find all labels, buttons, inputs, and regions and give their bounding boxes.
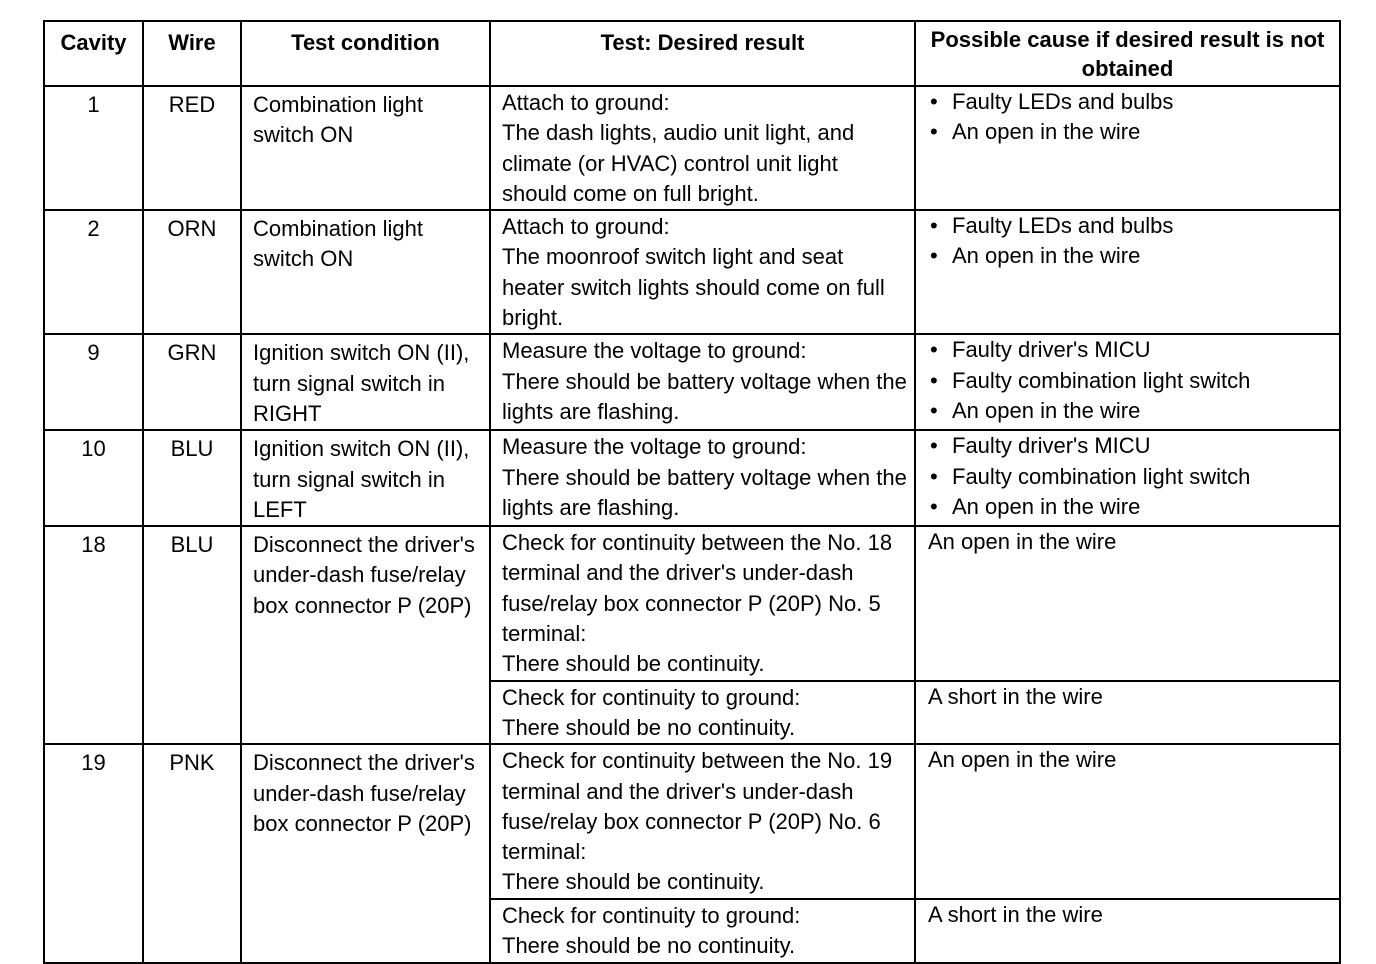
header-cavity: Cavity [44,21,143,86]
cavity-cell: 10 [44,430,143,526]
cause-cell [915,334,1340,430]
wire-cell: RED [143,86,241,210]
wire-cell: GRN [143,334,241,430]
cause-text: Faulty combination light switch [952,463,1251,489]
table-row [44,430,1340,526]
cavity-cell: 18 [44,526,143,744]
result-cell [490,210,915,334]
cause-item [928,396,1333,426]
result-cell [490,334,915,430]
cause-cell: An open in the wire [915,744,1340,898]
cavity-cell: 2 [44,210,143,334]
cause-item [928,117,1333,147]
cavity-cell: 9 [44,334,143,430]
bullet-icon: • [930,463,938,489]
bullet-icon: • [930,243,938,269]
cause-text: An open in the wire [952,397,1141,423]
cause-item [928,492,1333,522]
bullet-icon: • [930,397,938,423]
cause-cell: A short in the wire [915,681,1340,745]
header-possible-cause: Possible cause if desired result is not obtained [915,21,1340,86]
cause-item [928,241,1333,271]
cause-item [928,462,1333,492]
wire-cell: PNK [143,744,241,962]
cause-cell: A short in the wire [915,899,1340,963]
bullet-icon: • [930,213,938,239]
cause-text: Faulty LEDs and bulbs [952,213,1174,239]
result-line: Measure the voltage to ground: [502,338,807,364]
header-row [44,21,1340,86]
cause-text: An open in the wire [952,119,1141,145]
cause-text: Faulty LEDs and bulbs [952,89,1174,114]
cause-item [928,211,1333,241]
result-line: Check for continuity to ground: [502,684,801,710]
wire-test-table [43,20,1341,964]
wire-cell: ORN [143,210,241,334]
result-line: There should be battery voltage when the lights are flashing. [502,368,907,424]
result-cell [490,681,915,745]
table-row [44,210,1340,334]
result-line: The dash lights, audio unit light, and climate (or HVAC) control unit light should come on full bright. [502,120,855,206]
table-row [44,744,1340,898]
bullet-icon: • [930,493,938,519]
wire-cell: BLU [143,526,241,744]
result-line: The moonroof switch light and seat heater switch lights should come on full bright. [502,244,885,331]
cavity-cell: 1 [44,86,143,210]
cause-cell [915,430,1340,526]
cause-item [928,431,1333,461]
cause-text: An open in the wire [952,493,1141,519]
result-line: There should be continuity. [502,651,765,677]
table-row [44,334,1340,430]
bullet-icon: • [930,89,938,114]
bullet-icon: • [930,119,938,145]
header-desired-result: Test: Desired result [490,21,915,86]
result-line: There should be battery voltage when the lights are flashing. [502,464,907,520]
result-line: There should be no continuity. [502,933,796,959]
cause-item [928,335,1333,365]
result-cell [490,526,915,680]
cause-item [928,366,1333,396]
result-line: Check for continuity to ground: [502,902,801,928]
cause-cell [915,210,1340,334]
cavity-cell: 19 [44,744,143,962]
cause-text: Faulty driver's MICU [952,337,1151,363]
result-cell [490,744,915,898]
cause-text: Faulty driver's MICU [952,433,1151,459]
table-row [44,86,1340,210]
header-wire: Wire [143,21,241,86]
result-cell [490,899,915,963]
cause-text: Faulty combination light switch [952,367,1251,393]
condition-cell: Combination light switch ON [241,86,490,210]
cause-cell: An open in the wire [915,526,1340,680]
result-line: There should be continuity. [502,869,765,895]
result-cell [490,430,915,526]
bullet-icon: • [930,433,938,459]
condition-cell: Ignition switch ON (II), turn signal switch in RIGHT [241,334,490,430]
table-row [44,526,1340,680]
condition-cell: Disconnect the driver's under-dash fuse/relay box connector P (20P) [241,526,490,744]
cause-text: An open in the wire [952,243,1141,269]
result-line: Attach to ground: [502,214,670,240]
bullet-icon: • [930,367,938,393]
condition-cell: Combination light switch ON [241,210,490,334]
wire-cell: BLU [143,430,241,526]
result-line: Check for continuity between the No. 18 terminal and the driver's under-dash fuse/relay box connector P (20P) No. 5 terminal: [502,530,893,647]
bullet-icon: • [930,337,938,363]
result-line: Attach to ground: [502,90,670,115]
cause-cell [915,86,1340,210]
cause-item [928,87,1333,117]
result-line: Check for continuity between the No. 19 terminal and the driver's under-dash fuse/relay box connector P (20P) No. 6 terminal: [502,748,893,865]
result-line: There should be no continuity. [502,714,796,740]
header-test-condition: Test condition [241,21,490,86]
condition-cell: Disconnect the driver's under-dash fuse/relay box connector P (20P) [241,744,490,962]
result-line: Measure the voltage to ground: [502,434,807,460]
condition-cell: Ignition switch ON (II), turn signal switch in LEFT [241,430,490,526]
result-cell [490,86,915,210]
